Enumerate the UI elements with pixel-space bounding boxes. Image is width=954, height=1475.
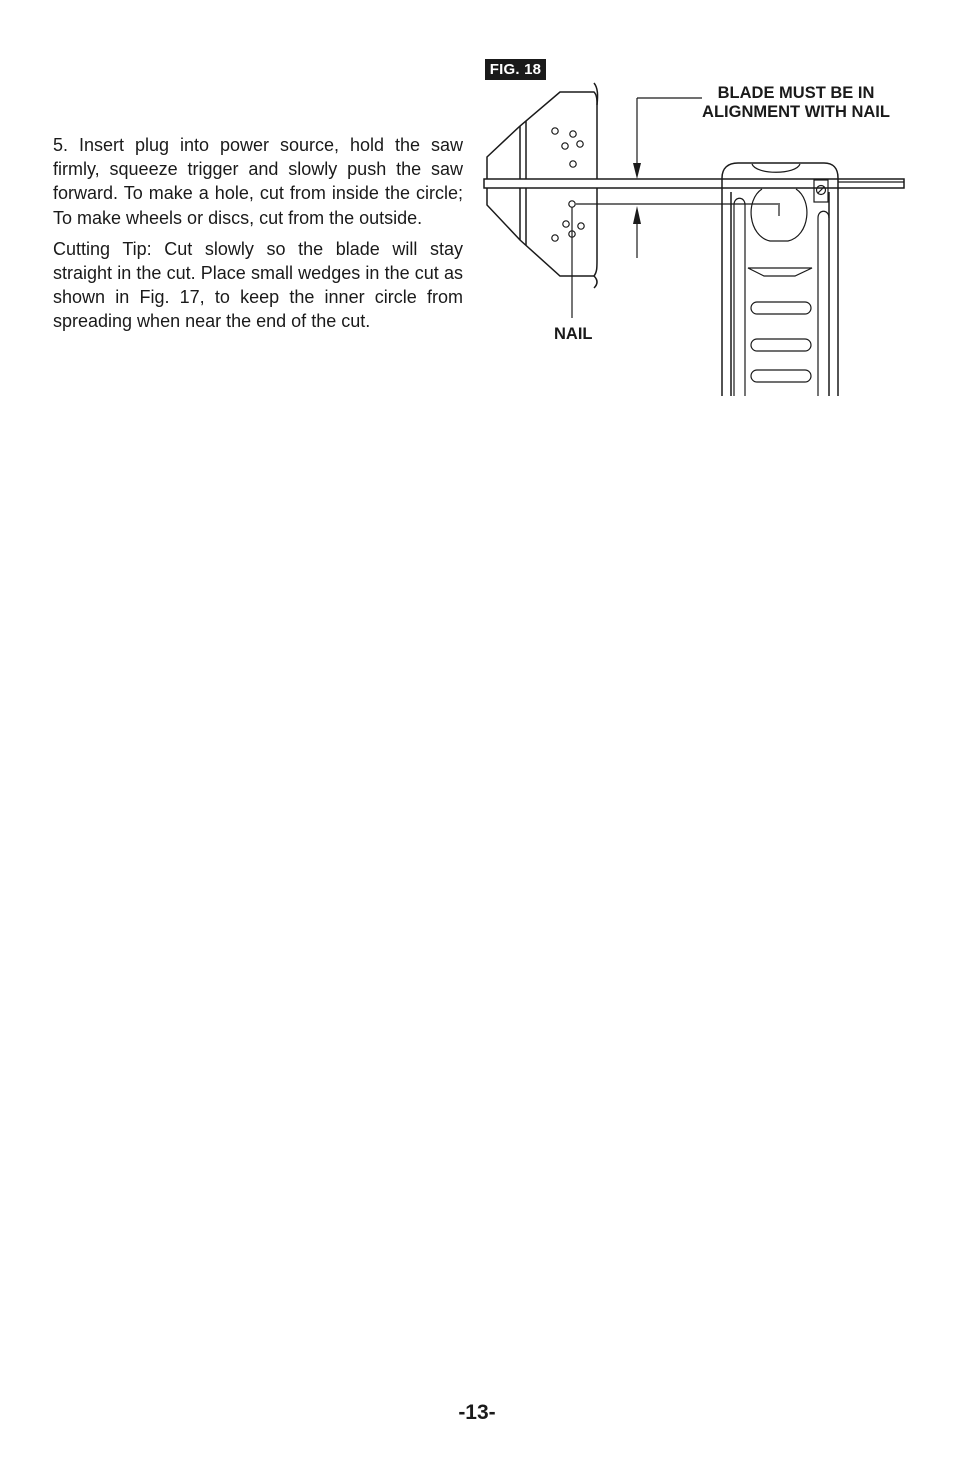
base-slot-3 [751, 370, 811, 382]
instructions-column [53, 133, 463, 341]
base-slot-1 [751, 302, 811, 314]
arrow-down [633, 163, 641, 179]
base-right-rail [818, 211, 829, 396]
base-slot-2 [751, 339, 811, 351]
blade-alignment-diagram [470, 70, 910, 400]
nail-callout: NAIL [554, 325, 593, 343]
callout-line-1: BLADE MUST BE IN [717, 84, 875, 102]
step-5-paragraph: 5. Insert plug into power source, hold the saw firmly, squeeze trigger and slowly push the saw forward. To make a hole, cut from inside the circle; To make wheels or discs, cut from the outside. [53, 135, 463, 228]
plate-edge-lower [594, 276, 597, 288]
base-wedge [748, 268, 812, 276]
callout-line-2: ALIGNMENT WITH NAIL [702, 103, 890, 121]
base-top-notch [752, 164, 800, 172]
cutting-tip-paragraph: Cutting Tip: Cut slowly so the blade will stay straight in the cut. Place small wedges in the cut as shown in Fig. 17, to keep the inner circle from spreading when near the end of the cut. [53, 238, 463, 332]
dimension-leader [637, 98, 702, 170]
page-number: -13- [458, 1401, 496, 1424]
saw-blade [484, 179, 904, 188]
base-left-rail [734, 198, 745, 396]
figure-tag: FIG. 18 [485, 59, 546, 80]
